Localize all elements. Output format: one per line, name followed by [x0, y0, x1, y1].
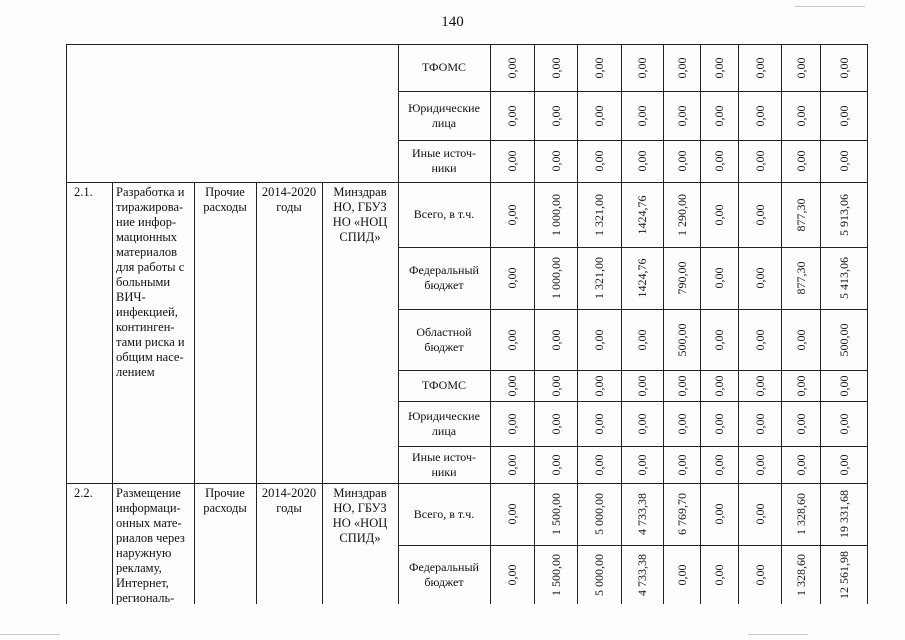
- table-cell-value: 0,00: [712, 375, 726, 396]
- item-name: Размещение информаци- онных мате- риалов через наружную рекламу, Интернет, региональ-: [116, 486, 185, 605]
- funding-source-label: Всего, в т.ч.: [413, 506, 475, 521]
- table-cell-value: 0,00: [548, 329, 563, 350]
- row-divider: [66, 483, 868, 484]
- table-cell-value: 1 321,00: [592, 257, 606, 299]
- executor: Минздрав НО, ГБУЗ НО «НОЦ СПИД»: [332, 486, 388, 545]
- row-divider: [398, 446, 868, 447]
- expense-type: Прочие расходы: [203, 486, 247, 515]
- table-cell-value: 0,00: [793, 150, 808, 172]
- table-cell-value: 0,00: [752, 564, 767, 585]
- row-divider: [398, 370, 868, 371]
- table-cell-value: 0,00: [592, 57, 606, 78]
- table-cell-value: 0,00: [752, 503, 767, 525]
- table-cell-value: 0,00: [505, 375, 519, 396]
- table-cell-value: 5 000,00: [592, 553, 606, 596]
- column-divider: [738, 44, 739, 604]
- table-cell-value: 0,00: [592, 329, 606, 350]
- table-cell-value: 0,00: [837, 150, 851, 172]
- table-cell-value: 0,00: [752, 375, 767, 396]
- scan-mark: [0, 634, 60, 635]
- table-cell-value: 0,00: [712, 454, 726, 475]
- table-cell-value: 0,00: [505, 454, 519, 475]
- column-divider: [781, 44, 782, 604]
- table-cell-value: 0,00: [752, 329, 767, 350]
- funding-source-label: Федеральный бюджет: [409, 559, 479, 589]
- table-cell-value: 0,00: [635, 454, 649, 475]
- table-cell-value: 0,00: [712, 503, 726, 525]
- table-cell-value: 0,00: [837, 105, 851, 126]
- column-divider: [820, 44, 821, 604]
- table-cell-value: 0,00: [752, 150, 767, 172]
- column-divider: [577, 44, 578, 604]
- table-cell-value: 0,00: [592, 105, 606, 126]
- item-number: 2.2.: [74, 486, 93, 500]
- column-divider: [700, 44, 701, 604]
- table-cell-value: 877,30: [793, 198, 808, 231]
- table-cell-value: 0,00: [837, 57, 851, 78]
- table-cell-value: 0,00: [752, 413, 767, 434]
- table-cell-value: 0,00: [712, 204, 726, 225]
- column-divider: [112, 182, 113, 604]
- table-cell-value: 0,00: [752, 204, 767, 225]
- row-divider: [398, 401, 868, 402]
- table-cell-value: 4 733,38: [635, 553, 649, 596]
- table-cell-value: 0,00: [505, 204, 519, 225]
- page-number: 140: [441, 14, 464, 30]
- table-cell-value: 0,00: [793, 57, 808, 78]
- table-cell-value: 4 733,38: [635, 493, 649, 535]
- table-cell-value: 0,00: [712, 267, 726, 289]
- funding-source-label: Иные источ- ники: [411, 449, 477, 479]
- column-divider: [663, 44, 664, 604]
- table-cell-value: 0,00: [592, 413, 606, 434]
- implementation-period: 2014-2020 годы: [261, 185, 317, 214]
- table-cell-value: 1 000,00: [548, 193, 563, 236]
- table-cell-value: 0,00: [793, 454, 808, 475]
- table-cell-value: 1 500,00: [548, 553, 563, 596]
- table-cell-value: 1424,76: [635, 195, 649, 234]
- table-cell-value: 0,00: [505, 267, 519, 289]
- table-cell-value: 0,00: [712, 150, 726, 172]
- table-cell-value: 0,00: [674, 454, 689, 475]
- table-cell-value: 0,00: [752, 454, 767, 475]
- executor: Минздрав НО, ГБУЗ НО «НОЦ СПИД»: [332, 185, 388, 244]
- item-number: 2.1.: [74, 185, 93, 199]
- table-cell-value: 12 561,98: [837, 550, 851, 599]
- table-cell-value: 0,00: [592, 150, 606, 172]
- row-divider: [398, 140, 868, 141]
- table-cell-value: 790,00: [674, 261, 689, 295]
- table-cell-value: 1 500,00: [548, 493, 563, 535]
- table-cell-value: 0,00: [712, 57, 726, 78]
- table-cell-value: 5 913,06: [837, 193, 851, 236]
- table-cell-value: 0,00: [793, 105, 808, 126]
- table-cell-value: 0,00: [837, 413, 851, 434]
- table-cell-value: 0,00: [635, 329, 649, 350]
- table-cell-value: 0,00: [674, 564, 689, 585]
- scan-mark: [795, 6, 865, 7]
- table-cell-value: 1 000,00: [548, 257, 563, 299]
- table-cell-value: 1 328,60: [793, 553, 808, 596]
- table-cell-value: 0,00: [548, 105, 563, 126]
- table-cell-value: 19 331,68: [837, 490, 851, 538]
- table-cell-value: 1424,76: [635, 258, 649, 298]
- row-divider: [66, 182, 868, 183]
- funding-source-label: Всего, в т.ч.: [413, 207, 475, 221]
- table-cell-value: 0,00: [635, 413, 649, 434]
- table-cell-value: 0,00: [793, 329, 808, 350]
- expense-type: Прочие расходы: [203, 185, 247, 214]
- table-cell-value: 0,00: [752, 57, 767, 78]
- table-cell-value: 0,00: [505, 105, 519, 126]
- column-divider: [490, 44, 491, 604]
- column-divider: [194, 182, 195, 604]
- table-cell-value: 5 413,06: [837, 257, 851, 299]
- row-divider: [398, 545, 868, 546]
- table-cell-value: 0,00: [548, 57, 563, 78]
- table-cell-value: 877,30: [793, 261, 808, 295]
- table-cell-value: 0,00: [635, 375, 649, 396]
- table-cell-value: 500,00: [674, 323, 689, 356]
- scan-mark: [748, 634, 808, 635]
- table-cell-value: 1 321,00: [592, 193, 606, 236]
- table-cell-value: 0,00: [674, 375, 689, 396]
- funding-source-label: Иные источ- ники: [411, 146, 477, 175]
- table-cell-value: 1 290,00: [674, 193, 689, 236]
- table-cell-value: 6 769,70: [674, 493, 689, 535]
- table-cell-value: 0,00: [548, 454, 563, 475]
- table-cell-value: 0,00: [837, 454, 851, 475]
- column-divider: [621, 44, 622, 604]
- table-cell-value: 0,00: [712, 105, 726, 126]
- table-cell-value: 500,00: [837, 323, 851, 356]
- table-cell-value: 0,00: [635, 150, 649, 172]
- table-cell-value: 0,00: [548, 150, 563, 172]
- column-divider: [256, 182, 257, 604]
- table-cell-value: 0,00: [548, 375, 563, 396]
- item-name: Разработка и тиражирова- ние инфор- мационных материалов для работы с больными ВИЧ- инфекцией, континген- тами риска и общим насе- лением: [116, 185, 185, 379]
- table-cell-value: 0,00: [505, 150, 519, 172]
- implementation-period: 2014-2020 годы: [261, 486, 317, 515]
- table-cell-value: 0,00: [674, 105, 689, 126]
- table-cell-value: 0,00: [505, 57, 519, 78]
- table-cell-value: 5 000,00: [592, 493, 606, 535]
- table-cell-value: 0,00: [505, 413, 519, 434]
- funding-source-label: Юридические лица: [408, 408, 480, 438]
- table-cell-value: 0,00: [793, 375, 808, 396]
- table-cell-value: 0,00: [635, 105, 649, 126]
- table-cell-value: 0,00: [793, 413, 808, 434]
- row-divider: [398, 247, 868, 248]
- table-cell-value: 0,00: [505, 564, 519, 585]
- table-cell-value: 0,00: [592, 375, 606, 396]
- table-cell-value: 0,00: [548, 413, 563, 434]
- funding-source-label: ТФОМС: [421, 60, 467, 74]
- table-cell-value: 0,00: [505, 329, 519, 350]
- funding-source-label: Федеральный бюджет: [409, 263, 479, 292]
- table-cell-value: 0,00: [505, 503, 519, 525]
- table-cell-value: 0,00: [712, 329, 726, 350]
- funding-source-label: Областной бюджет: [416, 324, 472, 354]
- table-cell-value: 0,00: [635, 57, 649, 78]
- table-cell-value: 0,00: [674, 150, 689, 172]
- column-divider: [534, 44, 535, 604]
- table-cell-value: 0,00: [837, 375, 851, 396]
- funding-source-label: Юридические лица: [408, 100, 480, 130]
- table-cell-value: 0,00: [752, 267, 767, 289]
- table-cell-value: 0,00: [674, 57, 689, 78]
- table-cell-value: 0,00: [752, 105, 767, 126]
- table-cell-value: 1 328,60: [793, 493, 808, 535]
- row-divider: [398, 91, 868, 92]
- row-divider: [398, 309, 868, 310]
- table-cell-value: 0,00: [712, 564, 726, 585]
- funding-source-label: ТФОМС: [421, 378, 467, 392]
- table-cell-value: 0,00: [712, 413, 726, 434]
- table-cell-value: 0,00: [592, 454, 606, 475]
- table-cell-value: 0,00: [674, 413, 689, 434]
